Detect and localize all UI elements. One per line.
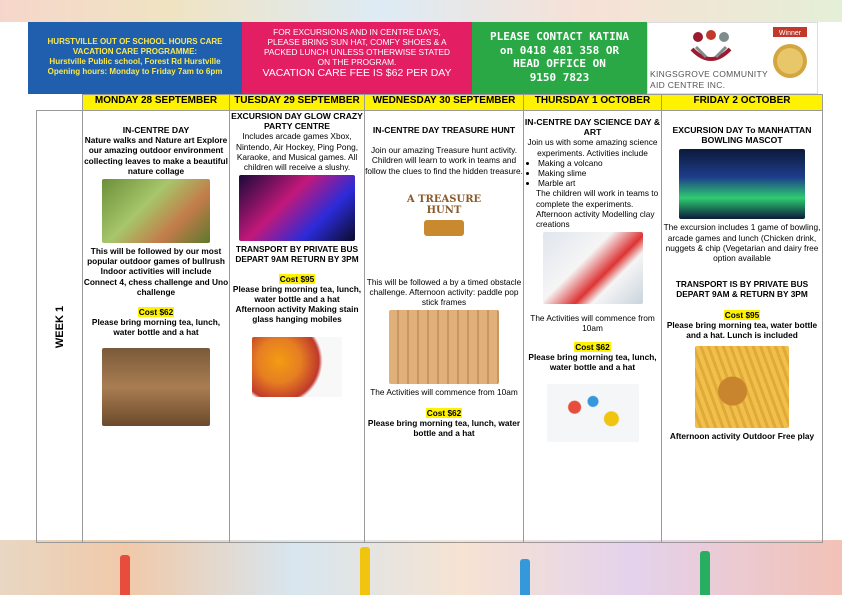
bowling-alley-photo: [679, 149, 805, 219]
monday-follow-up: This will be followed by our most popular outdoor games of bullrush Indoor activities will include Connect 4, chess challenge and Uno challenge: [83, 246, 229, 297]
wednesday-bring: Please bring morning tea, lunch, water bottle and a hat: [367, 417, 521, 439]
day-header-thursday: THURSDAY 1 OCTOBER: [524, 95, 662, 111]
list-item: • Making a volcano: [538, 158, 661, 168]
wednesday-description: Join our amazing Treasure hunt activity. Children will learn to work in teams and follow the clues to find the hidden treasure.: [365, 145, 523, 176]
pencil-decoration: [120, 555, 130, 595]
empty-corner: [37, 95, 83, 111]
decorative-bottom-border: [0, 540, 842, 595]
friday-cell: [662, 111, 823, 543]
organisation-logo: [686, 29, 736, 69]
friday-transport: TRANSPORT IS BY PRIVATE BUS DEPART 9AM & RETURN BY 3PM: [675, 279, 809, 300]
day-header-tuesday: TUESDAY 29 SEPTEMBER: [230, 95, 365, 111]
day-header-monday: MONDAY 28 SEPTEMBER: [83, 95, 230, 111]
tuesday-cost: Cost $95: [279, 273, 315, 284]
wednesday-commence: The Activities will commence from 10am: [370, 387, 518, 398]
contact-line: HEAD OFFICE ON: [513, 57, 606, 70]
week-row: [37, 111, 823, 543]
thursday-intro: Join us with some amazing science experiments. Activities include: [527, 137, 658, 158]
thursday-commence: The Activities will commence from 10am: [530, 313, 655, 334]
thursday-cost: Cost $62: [575, 341, 610, 352]
stained-glass-leaves-photo: [252, 337, 342, 397]
program-title: HURSTVILLE OUT OF SCHOOL HOURS CARE: [47, 37, 223, 46]
wednesday-title: IN-CENTRE DAY TREASURE HUNT: [372, 125, 516, 135]
science-experiment-photo: [543, 232, 643, 304]
monday-cell: [83, 111, 230, 543]
wednesday-follow-up: This will be followed a by a timed obstacle challenge. Afternoon activity: paddle pop stick frames: [366, 276, 522, 308]
friday-title: EXCURSION DAY To MANHATTAN BOWLING MASCOT: [672, 125, 812, 146]
organisation-name: [650, 69, 768, 91]
thursday-bring: Please bring morning tea, lunch, water bottle and a hat: [528, 351, 657, 373]
list-item: • Marble art: [538, 178, 661, 188]
leaf-craft-photo: [102, 348, 210, 426]
program-subtitle: VACATION CARE PROGRAMME:: [72, 47, 198, 56]
award-winner-text: Winner: [778, 30, 802, 37]
tuesday-title: EXCURSION DAY GLOW CRAZY PARTY CENTRE: [231, 111, 363, 132]
notice-line: PACKED LUNCH UNLESS OTHERWISE STATED: [263, 47, 451, 57]
fee-notice: VACATION CARE FEE IS $62 PER DAY: [262, 67, 452, 79]
clay-creations-photo: [547, 384, 639, 442]
nature-walk-photo: [102, 179, 210, 243]
organisation-panel: [647, 22, 818, 94]
day-header-wednesday: WEDNESDAY 30 SEPTEMBER: [365, 95, 524, 111]
contact-line: on 0418 481 358 OR: [499, 43, 620, 57]
monday-title: IN-CENTRE DAY: [122, 125, 190, 135]
friday-cost: Cost $95: [724, 309, 760, 320]
friday-afternoon-activity: Afternoon activity Outdoor Free play: [669, 431, 815, 442]
list-item: • Making slime: [538, 168, 661, 178]
treasure-hunt-graphic: [404, 184, 484, 248]
day-header-friday: FRIDAY 2 OCTOBER: [662, 95, 823, 111]
tuesday-bring: Please bring morning tea, lunch, water bottle and a hat: [232, 283, 362, 305]
notice-line: PLEASE BRING SUN HAT, COMFY SHOES & A: [267, 37, 447, 47]
program-header: [28, 22, 818, 94]
thursday-teams: The children will work in teams to complete the experiments.: [536, 188, 659, 209]
treasure-chest-icon: [424, 220, 464, 236]
notice-line: ON THE PROGRAM.: [317, 57, 397, 67]
monday-bring: Please bring morning tea, lunch, water bottle and a hat: [91, 317, 221, 338]
weekly-schedule-table: [36, 94, 823, 543]
notice-line: FOR EXCURSIONS AND IN CENTRE DAYS,: [273, 27, 441, 37]
tuesday-description: Includes arcade games Xbox, Nintendo, Air Hockey, Ping Pong, Karaoke, and Musical games. All children will receive a slushy.: [235, 131, 359, 173]
program-info-panel: [28, 22, 242, 94]
decorative-top-border: [0, 0, 842, 22]
contact-line: PLEASE CONTACT KATINA: [489, 30, 630, 43]
pencil-decoration: [360, 547, 370, 595]
wednesday-cost: Cost $62: [426, 407, 462, 418]
monday-cost: Cost $62: [138, 307, 174, 318]
program-hours: Opening hours: Monday to Friday 7am to 6pm: [47, 67, 223, 76]
tuesday-transport: TRANSPORT BY PRIVATE BUS DEPART 9AM RETURN BY 3PM: [235, 244, 359, 265]
thursday-cell: [524, 111, 662, 543]
org-name-line: AID CENTRE INC.: [650, 80, 726, 90]
thursday-activity-list: [524, 158, 661, 189]
glow-party-photo: [239, 175, 355, 241]
friday-bring: Please bring morning tea, water bottle and a hat. Lunch is included: [666, 319, 818, 341]
pencil-decoration: [520, 559, 530, 595]
tuesday-afternoon-activity: Afternoon activity Making stain glass hanging mobiles: [235, 304, 359, 325]
week-label: WEEK 1: [53, 305, 66, 348]
paddle-pop-frames-photo: [389, 310, 499, 384]
monday-description: Nature walks and Nature art Explore our amazing outdoor environment collecting leaves to make a beautiful nature collage: [84, 135, 228, 176]
contact-panel: [472, 22, 647, 94]
pencil-decoration: [700, 551, 710, 595]
notice-panel: [242, 22, 472, 94]
treasure-hunt-graphic-text: A TREASURE HUNT: [406, 193, 482, 216]
program-location: Hurstville Public school, Forest Rd Hurstville: [49, 57, 221, 66]
week-label-cell: [37, 111, 83, 543]
award-badge: [771, 27, 809, 85]
thursday-title: IN-CENTRE DAY SCIENCE DAY & ART: [524, 117, 661, 138]
friday-description: The excursion includes 1 game of bowling, arcade games and lunch (Chicken drink, nuggets & chip (Vegetarian and dairy free option available: [663, 222, 821, 264]
tuesday-cell: [230, 111, 365, 543]
wednesday-cell: [365, 111, 524, 543]
thursday-afternoon-activity: Afternoon activity Modelling clay creations: [536, 208, 655, 230]
contact-line: 9150 7823: [529, 70, 590, 84]
nuggets-and-chips-photo: [695, 346, 789, 428]
day-header-row: [37, 95, 823, 111]
org-name-line: KINGSGROVE COMMUNITY: [650, 69, 768, 79]
